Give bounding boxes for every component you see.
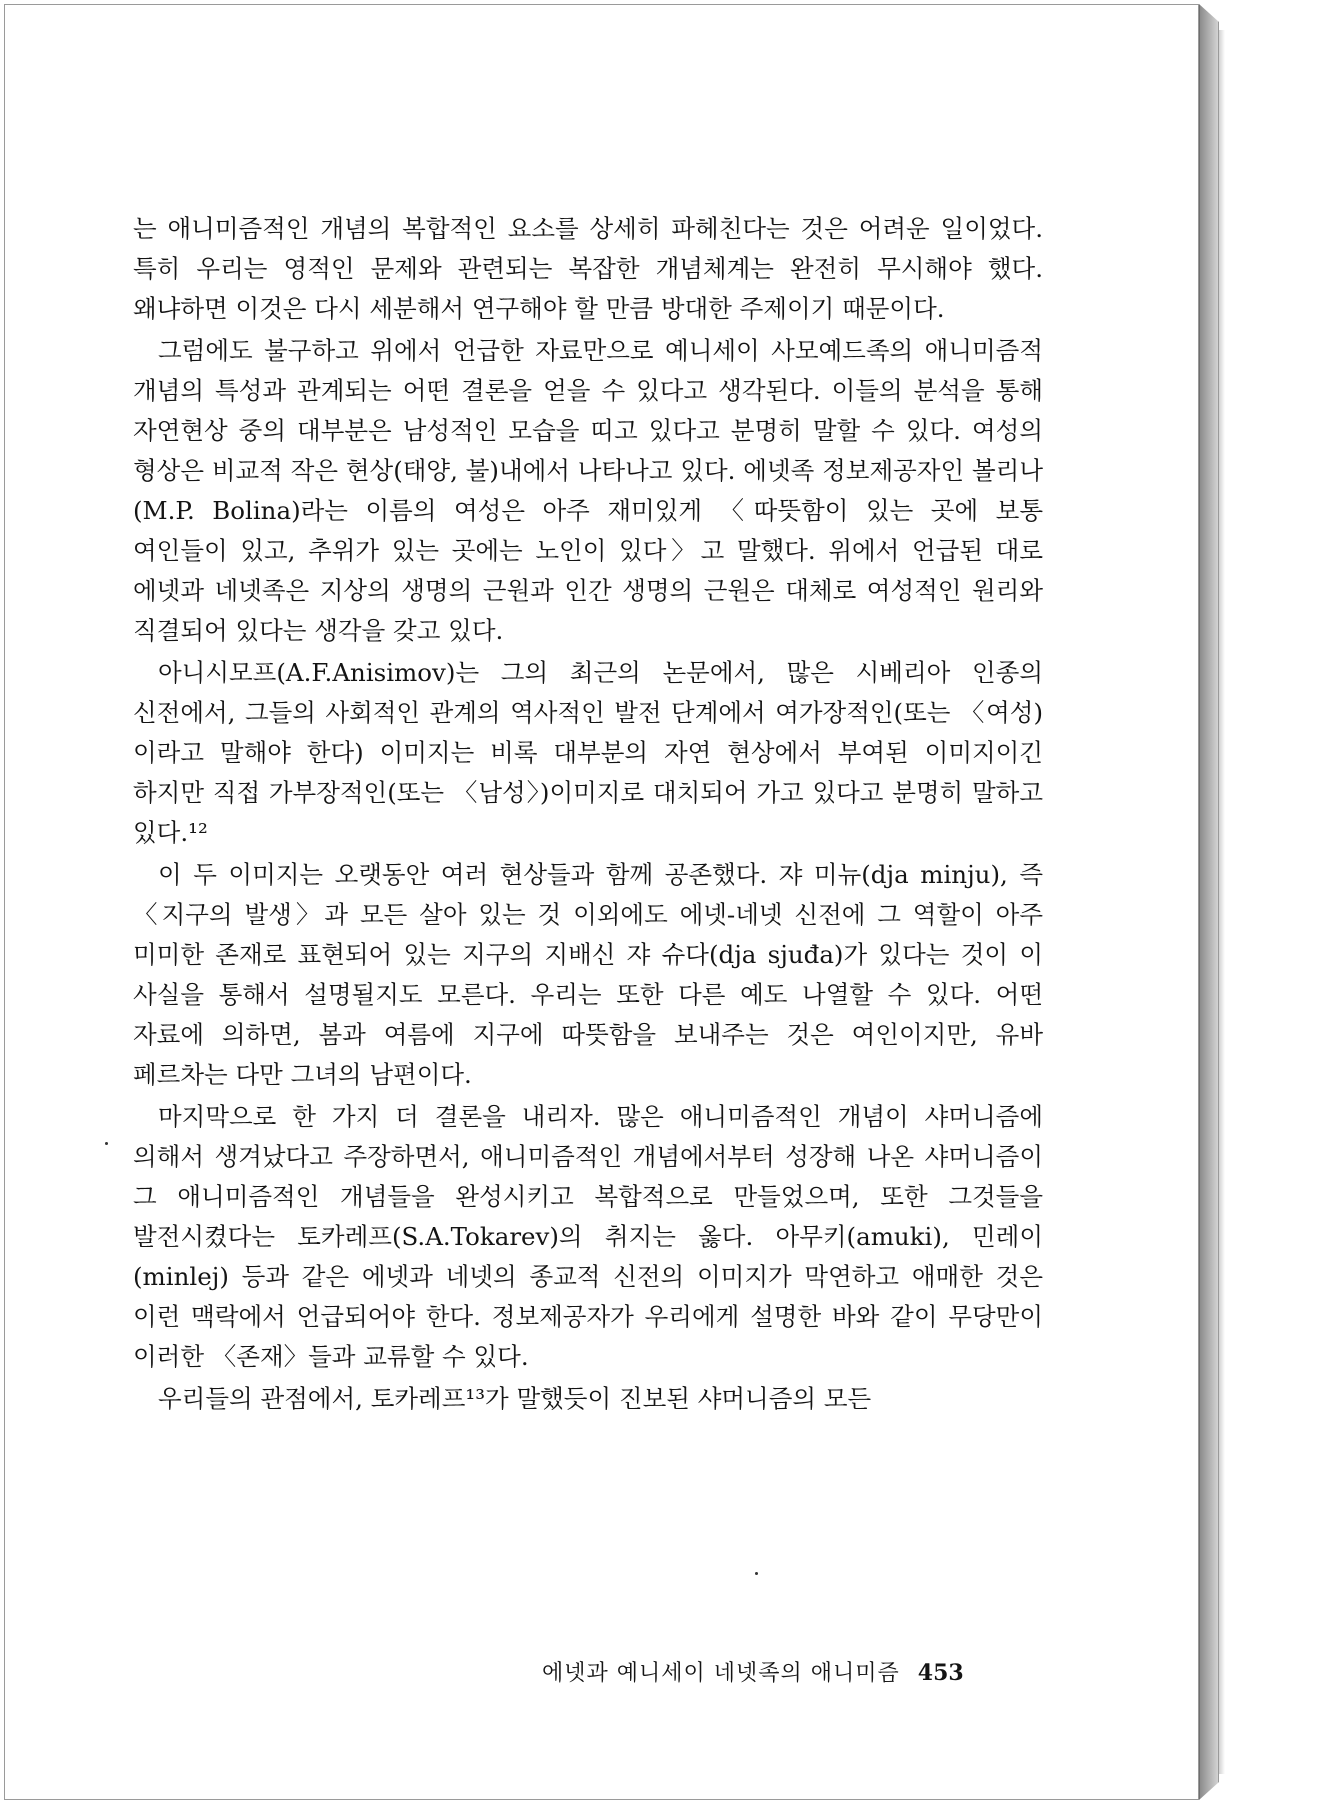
paragraph-1: 는 애니미즘적인 개념의 복합적인 요소를 상세히 파헤친다는 것은 어려운 일이었다. 특히 우리는 영적인 문제와 관련되는 복잡한 개념체계는 완전히 무시해야 했다. 왜냐하면 이것은 다시 세분해서 연구해야 할 만큼 방대한 주제이기 때문이다. xyxy=(133,214,1043,323)
page-shadow xyxy=(1219,30,1225,1774)
running-head: 에넷과 예니세이 네넷족의 애니미즘 xyxy=(542,1661,900,1686)
page-edge xyxy=(1199,4,1219,1800)
paragraph-4: 이 두 이미지는 오랫동안 여러 현상들과 함께 공존했다. 쟈 미뉴(dja minju), 즉 〈지구의 발생〉과 모든 살아 있는 것 이외에도 에넷-네넷 신전에 그 역할이 아주 미미한 존재로 표현되어 있는 지구의 지배신 쟈 슈다(dja sjuđa)가 있다는 것이 이 사실을 통해서 설명될지도 모른다. 우리는 또한 다른 예도 나열할 수 있다. 어떤 자료에 의하면, 봄과 여름에 지구에 따뜻함을 보내주는 것은 여인이지만, 유바 페르차는 다만 그녀의 남편이다. xyxy=(133,860,1043,1089)
page-footer xyxy=(542,1656,1022,1687)
paragraph-6: 우리들의 관점에서, 토카레프¹³가 말했듯이 진보된 샤머니즘의 모든 xyxy=(158,1384,872,1413)
paragraph-5: 마지막으로 한 가지 더 결론을 내리자. 많은 애니미즘적인 개념이 샤머니즘에 의해서 생겨났다고 주장하면서, 애니미즘적인 개념에서부터 성장해 나온 샤머니즘이 그 애니미즘적인 개념들을 완성시키고 복합적으로 만들었으며, 또한 그것들을 발전시켰다는 토카레프(S.A.Tokarev)의 취지는 옳다. 아무키(amuki), 민레이(minlej) 등과 같은 에넷과 네넷의 종교적 신전의 이미지가 막연하고 애매한 것은 이런 맥락에서 언급되어야 한다. 정보제공자가 우리에게 설명한 바와 같이 무당만이 이러한 〈존재〉들과 교류할 수 있다. xyxy=(133,1102,1043,1371)
page-number: 453 xyxy=(917,1660,964,1686)
scan-speck xyxy=(755,1572,758,1575)
paragraph-2: 그럼에도 불구하고 위에서 언급한 자료만으로 예니세이 사모예드족의 애니미즘적 개념의 특성과 관계되는 어떤 결론을 얻을 수 있다고 생각된다. 이들의 분석을 통해 자연현상 중의 대부분은 남성적인 모습을 띠고 있다고 분명히 말할 수 있다. 여성의 형상은 비교적 작은 현상(태양, 불)내에서 나타나고 있다. 에넷족 정보제공자인 볼리나(M.P. Bolina)라는 이름의 여성은 아주 재미있게 〈따뜻함이 있는 곳에 보통 여인들이 있고, 추위가 있는 곳에는 노인이 있다〉고 말했다. 위에서 언급된 대로 에넷과 네넷족은 지상의 생명의 근원과 인간 생명의 근원은 대체로 여성적인 원리와 직결되어 있다는 생각을 갖고 있다. xyxy=(133,336,1043,645)
paragraph-3: 아니시모프(A.F.Anisimov)는 그의 최근의 논문에서, 많은 시베리아 인종의 신전에서, 그들의 사회적인 관계의 역사적인 발전 단계에서 여가장적인(또는 〈여성)이라고 말해야 한다) 이미지는 비록 대부분의 자연 현상에서 부여된 이미지이긴 하지만 직접 가부장적인(또는 〈남성〉)이미지로 대치되어 가고 있다고 분명히 말하고 있다.¹² xyxy=(133,658,1043,847)
book-page xyxy=(4,4,1199,1800)
body-text xyxy=(133,209,1043,1421)
scan-speck xyxy=(105,1142,108,1145)
